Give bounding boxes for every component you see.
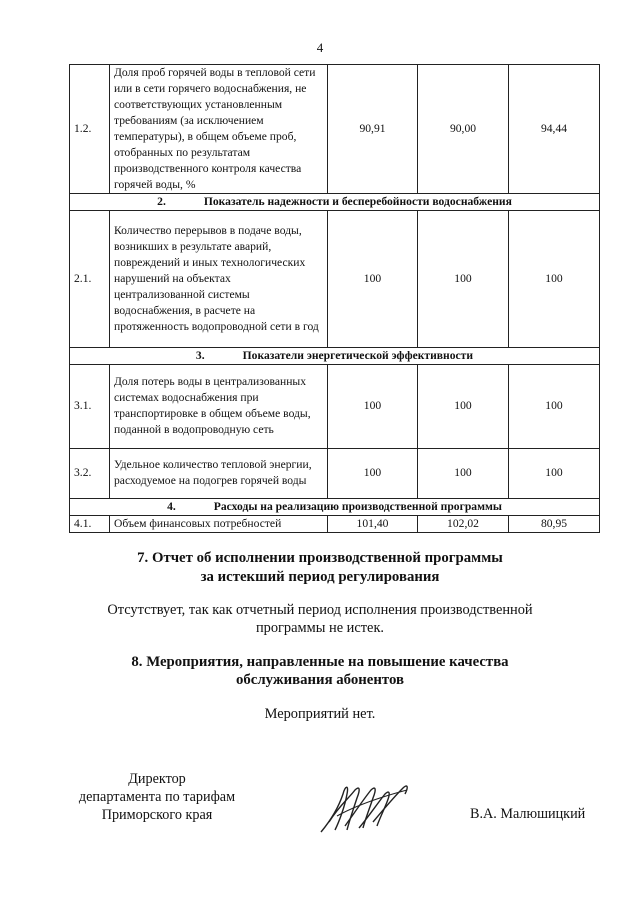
- section8-heading-line2: обслуживания абонентов: [236, 672, 404, 688]
- row-value-2: 100: [418, 448, 509, 498]
- row-number: 3.2.: [70, 448, 110, 498]
- row-value-2: 90,00: [418, 65, 509, 194]
- row-value-3: 100: [509, 448, 600, 498]
- row-number: 1.2.: [70, 65, 110, 194]
- signatory-title: [62, 770, 252, 824]
- table-section-row: [70, 498, 600, 515]
- page-number: 4: [316, 40, 324, 55]
- section-title: Показатель надежности и бесперебойности водоснабжения: [203, 194, 512, 208]
- indicators-table: [69, 64, 600, 533]
- row-description: Доля проб горячей воды в тепловой сети или в сети горячего водоснабжения, не соответствующих установленным требованиям (за исключением температуры), в общем объеме проб, отобранных по результатам производственного контроля качества горячей воды, %: [110, 65, 328, 194]
- section-heading-cell: [70, 347, 600, 364]
- row-value-1: 100: [328, 210, 418, 347]
- section7-text-line1: Отсутствует, так как отчетный период исполнения производственной: [107, 602, 533, 618]
- table-row: [70, 364, 600, 448]
- row-value-3: 94,44: [509, 65, 600, 194]
- section7-heading-line2: за истекший период регулирования: [200, 569, 440, 585]
- section8-text: Мероприятий нет.: [264, 706, 376, 722]
- row-value-1: 90,91: [328, 65, 418, 194]
- row-number: 3.1.: [70, 364, 110, 448]
- signatory-title-line1: Директор: [128, 771, 186, 787]
- table-row: [70, 515, 600, 532]
- section-number: 3.: [195, 348, 205, 362]
- row-value-1: 101,40: [328, 515, 418, 532]
- section7-heading-line1: 7. Отчет об исполнении производственной программы: [137, 550, 503, 566]
- row-value-2: 100: [418, 210, 509, 347]
- section-number: 4.: [167, 499, 176, 513]
- signatory-name: В.А. Малюшицкий: [470, 806, 586, 822]
- table-section-row: [70, 347, 600, 364]
- handwritten-signature-icon: [315, 776, 415, 838]
- table-row: [70, 448, 600, 498]
- section-heading-cell: [70, 498, 600, 515]
- section7-text-line2: программы не истек.: [255, 620, 385, 636]
- row-value-2: 100: [418, 364, 509, 448]
- table-section-row: [70, 193, 600, 210]
- signatory-title-line2: департамента по тарифам: [78, 789, 236, 805]
- row-value-2: 102,02: [418, 515, 509, 532]
- row-number: 4.1.: [70, 515, 110, 532]
- row-description: Доля потерь воды в централизованных системах водоснабжения при транспортировке в общем объеме воды, поданной в водопроводную сеть: [110, 364, 328, 448]
- row-description: Объем финансовых потребностей: [110, 515, 328, 532]
- row-value-1: 100: [328, 448, 418, 498]
- table-row: [70, 210, 600, 347]
- row-value-3: 100: [509, 210, 600, 347]
- row-description: Количество перерывов в подаче воды, возникших в результате аварий, повреждений и иных технологических нарушений на объектах централизованной системы водоснабжения, в расчете на протяженность водопроводной сети в год: [110, 210, 328, 347]
- row-value-3: 80,95: [509, 515, 600, 532]
- section-number: 2.: [157, 194, 166, 208]
- section-title: Расходы на реализацию производственной программы: [213, 499, 502, 513]
- section-heading-cell: [70, 193, 600, 210]
- signatory-title-line3: Приморского края: [101, 807, 213, 823]
- table-row: [70, 65, 600, 194]
- row-description: Удельное количество тепловой энергии, расходуемое на подогрев горячей воды: [110, 448, 328, 498]
- row-number: 2.1.: [70, 210, 110, 347]
- row-value-3: 100: [509, 364, 600, 448]
- row-value-1: 100: [328, 364, 418, 448]
- section8-heading-line1: 8. Мероприятия, направленные на повышение качества: [131, 654, 509, 670]
- section-title: Показатели энергетической эффективности: [242, 348, 474, 362]
